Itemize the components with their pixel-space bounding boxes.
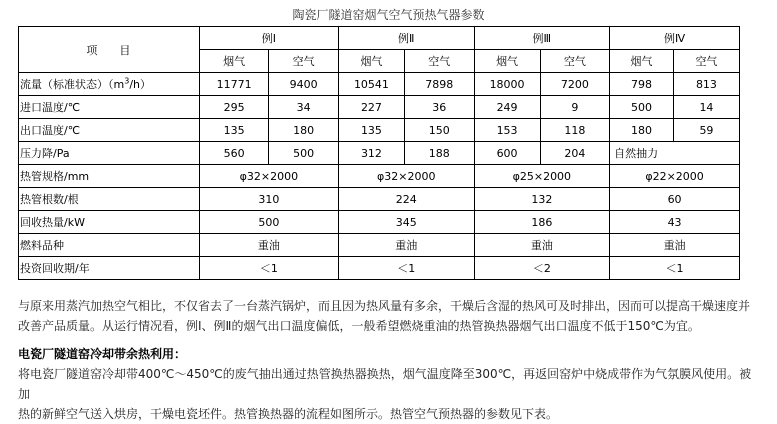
paragraph-line: 改善产品质量。从运行情况看，例Ⅰ、例Ⅱ的烟气出口温度偏低，一般希望燃烧重油的热管换热器烟气出口温度不低于150℃为宜。 xyxy=(18,319,700,333)
parameter-table xyxy=(18,26,740,280)
table-cell: 186 xyxy=(474,211,610,234)
table-cell: 798 xyxy=(610,73,674,96)
inlet-label: 进口温度/℃ xyxy=(19,96,200,119)
table-cell: 118 xyxy=(540,119,610,142)
header-row xyxy=(19,27,740,50)
table-cell: 153 xyxy=(474,119,540,142)
item-header: 项 目 xyxy=(19,27,200,73)
table-cell: 135 xyxy=(338,119,404,142)
table-cell: 132 xyxy=(474,188,610,211)
table-row xyxy=(19,165,740,188)
table-row xyxy=(19,234,740,257)
table-cell: 60 xyxy=(610,188,740,211)
table-cell: 188 xyxy=(404,142,474,165)
table-row xyxy=(19,73,740,96)
table-cell: 295 xyxy=(199,96,269,119)
heat-label: 回收热量/kW xyxy=(19,211,200,234)
table-cell: 34 xyxy=(269,96,339,119)
table-cell: 重油 xyxy=(610,234,740,257)
table-cell: 180 xyxy=(610,119,674,142)
table-cell: 345 xyxy=(338,211,474,234)
table-row xyxy=(19,211,740,234)
flow-label: 流量（标准状态）$(m^3/h)$ xyxy=(19,73,200,96)
table-cell: 9 xyxy=(540,96,610,119)
table-cell: ＜1 xyxy=(610,257,740,280)
table-cell: 重油 xyxy=(474,234,610,257)
table-title: 陶瓷厂隧道窑烟气空气预热气器参数 xyxy=(292,8,485,22)
sub-header: 烟气 xyxy=(610,50,674,73)
section-heading: 电瓷厂隧道窑冷却带余热利用： xyxy=(18,347,187,361)
example-2-header: 例Ⅱ xyxy=(338,27,474,50)
table-cell: ＜2 xyxy=(474,257,610,280)
table-cell: 自然抽力 xyxy=(610,142,740,165)
sub-header: 烟气 xyxy=(474,50,540,73)
table-cell: 224 xyxy=(338,188,474,211)
paragraph-1 xyxy=(18,296,763,336)
table-cell: 重油 xyxy=(338,234,474,257)
table-cell: 150 xyxy=(404,119,474,142)
table-cell: 7898 xyxy=(404,73,474,96)
table-cell: 312 xyxy=(338,142,404,165)
table-cell: 10541 xyxy=(338,73,404,96)
table-cell: 500 xyxy=(269,142,339,165)
table-row xyxy=(19,257,740,280)
table-cell: 18000 xyxy=(474,73,540,96)
table-row xyxy=(19,142,740,165)
table-cell: 43 xyxy=(610,211,740,234)
sub-header: 空气 xyxy=(540,50,610,73)
table-cell: 500 xyxy=(610,96,674,119)
table-cell: 560 xyxy=(199,142,269,165)
table-cell: 310 xyxy=(199,188,338,211)
fuel-label: 燃料品种 xyxy=(19,234,200,257)
table-cell: φ32×2000 xyxy=(338,165,474,188)
table-cell: 204 xyxy=(540,142,610,165)
pressure-label: 压力降/Pa xyxy=(19,142,200,165)
table-cell: 重油 xyxy=(199,234,338,257)
example-3-header: 例Ⅲ xyxy=(474,27,610,50)
sub-header: 空气 xyxy=(404,50,474,73)
paragraph-2 xyxy=(18,364,763,424)
table-cell: 7200 xyxy=(540,73,610,96)
paragraph-line: 热的新鲜空气送入烘房，干燥电瓷坯件。热管换热器的流程如图所示。热管空气预热器的参数见下表。 xyxy=(18,407,559,421)
paragraph-line: 将电瓷厂隧道窑冷却带400℃～450℃的废气抽出通过热管换热器换热，烟气温度降至300℃，再返回窑炉中烧成带作为气氛膜风使用。被加 xyxy=(18,367,752,401)
table-cell: 11771 xyxy=(199,73,269,96)
table-cell: 14 xyxy=(673,96,739,119)
example-4-header: 例Ⅳ xyxy=(610,27,740,50)
table-cell: 9400 xyxy=(269,73,339,96)
table-cell: 813 xyxy=(673,73,739,96)
table-cell: 59 xyxy=(673,119,739,142)
table-cell: 227 xyxy=(338,96,404,119)
sub-header: 烟气 xyxy=(199,50,269,73)
table-cell: 249 xyxy=(474,96,540,119)
sub-header: 烟气 xyxy=(338,50,404,73)
spec-label: 热管规格/mm xyxy=(19,165,200,188)
example-1-header: 例Ⅰ xyxy=(199,27,338,50)
table-cell: φ32×2000 xyxy=(199,165,338,188)
table-cell: 500 xyxy=(199,211,338,234)
sub-header: 空气 xyxy=(673,50,739,73)
table-cell: ＜1 xyxy=(338,257,474,280)
outlet-label: 出口温度/℃ xyxy=(19,119,200,142)
payback-label: 投资回收期/年 xyxy=(19,257,200,280)
table-cell: φ25×2000 xyxy=(474,165,610,188)
table-row xyxy=(19,119,740,142)
table-cell: φ22×2000 xyxy=(610,165,740,188)
count-label: 热管根数/根 xyxy=(19,188,200,211)
paragraph-line: 与原来用蒸汽加热空气相比，不仅省去了一台蒸汽锅炉，而且因为热风量有多余，干燥后含湿的热风可及时排出，因而可以提高干燥速度并 xyxy=(18,299,751,313)
sub-header: 空气 xyxy=(269,50,339,73)
table-row xyxy=(19,96,740,119)
table-cell: 180 xyxy=(269,119,339,142)
table-cell: ＜1 xyxy=(199,257,338,280)
table-cell: 135 xyxy=(199,119,269,142)
table-row xyxy=(19,188,740,211)
table-cell: 600 xyxy=(474,142,540,165)
table-cell: 36 xyxy=(404,96,474,119)
